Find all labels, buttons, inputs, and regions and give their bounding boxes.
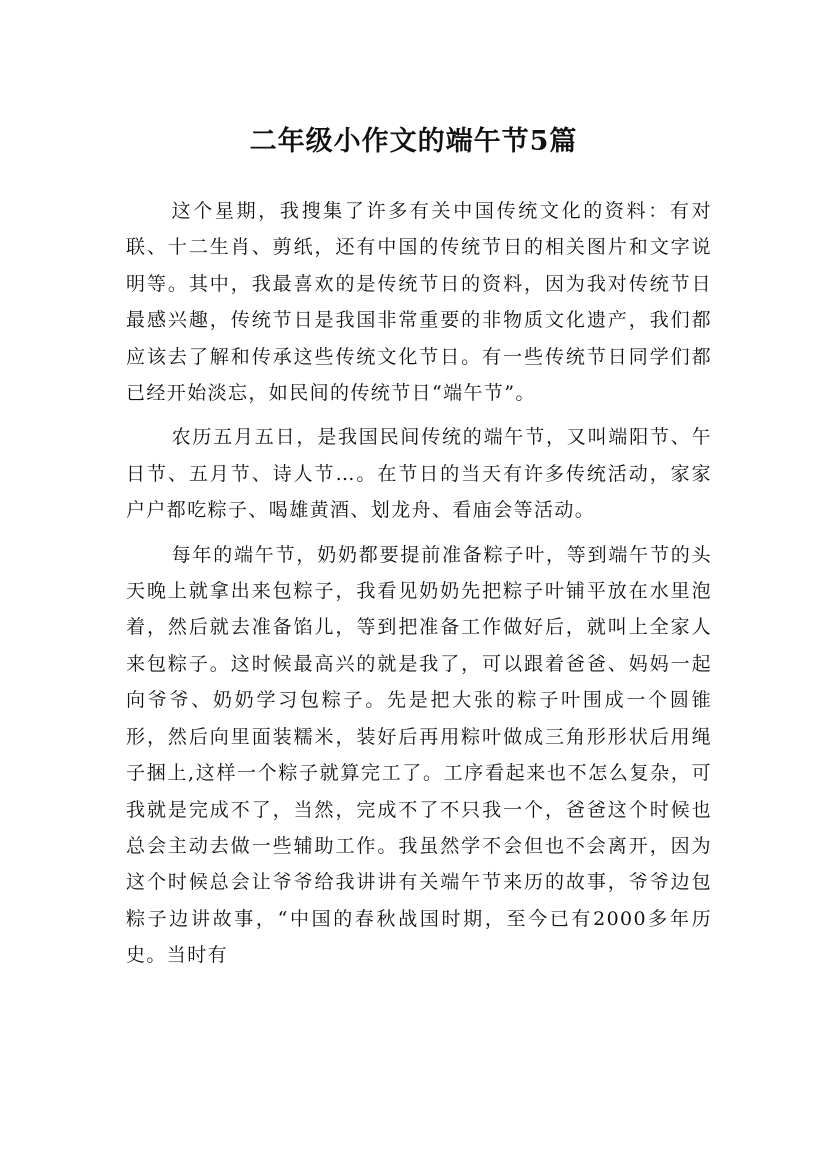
document-title: 二年级小作文的端午节5篇 — [249, 126, 578, 158]
paragraph-intro: 这个星期，我搜集了许多有关中国传统文化的资料：有对联、十二生肖、剪纸，还有中国的传统节日的相关图片和文字说明等。其中，我最喜欢的是传统节日的资料，因为我对传统节日最感兴趣，传统节日是我国非常重要的非物质文化遗产，我们都应该去了解和传承这些传统文化节日。有一些传统节日同学们都已经开始淡忘，如民间的传统节日“端午节”。 — [126, 200, 712, 405]
paragraph-making-zongzi: 每年的端午节，奶奶都要提前准备粽子叶，等到端午节的头天晚上就拿出来包粽子，我看见奶奶先把粽子叶铺平放在水里泡着，然后就去准备馅儿，等到把准备工作做好后，就叫上全家人来包粽子。这时候最高兴的就是我了，可以跟着爸爸、妈妈一起向爷爷、奶奶学习包粽子。先是把大张的粽子叶围成一个圆锥形，然后向里面装糯米，装好后再用粽叶做成三角形形状后用绳子捆上,这样一个粽子就算完工了。工序看起来也不怎么复杂，可我就是完成不了，当然，完成不了不只我一个，爸爸这个时候也总会主动去做一些辅助工作。我虽然学不会但也不会离开，因为这个时候总会让爷爷给我讲讲有关端午节来历的故事，爷爷边包粽子边讲故事，“中国的春秋战国时期，至今已有2000多年历史。当时有 — [126, 543, 712, 967]
document-body — [126, 193, 712, 974]
paragraph-festival-date: 农历五月五日，是我国民间传统的端午节，又叫端阳节、午日节、五月节、诗人节…。在节日的当天有许多传统活动，家家户户都吃粽子、喝雄黄酒、划龙舟、看庙会等活动。 — [126, 426, 712, 522]
